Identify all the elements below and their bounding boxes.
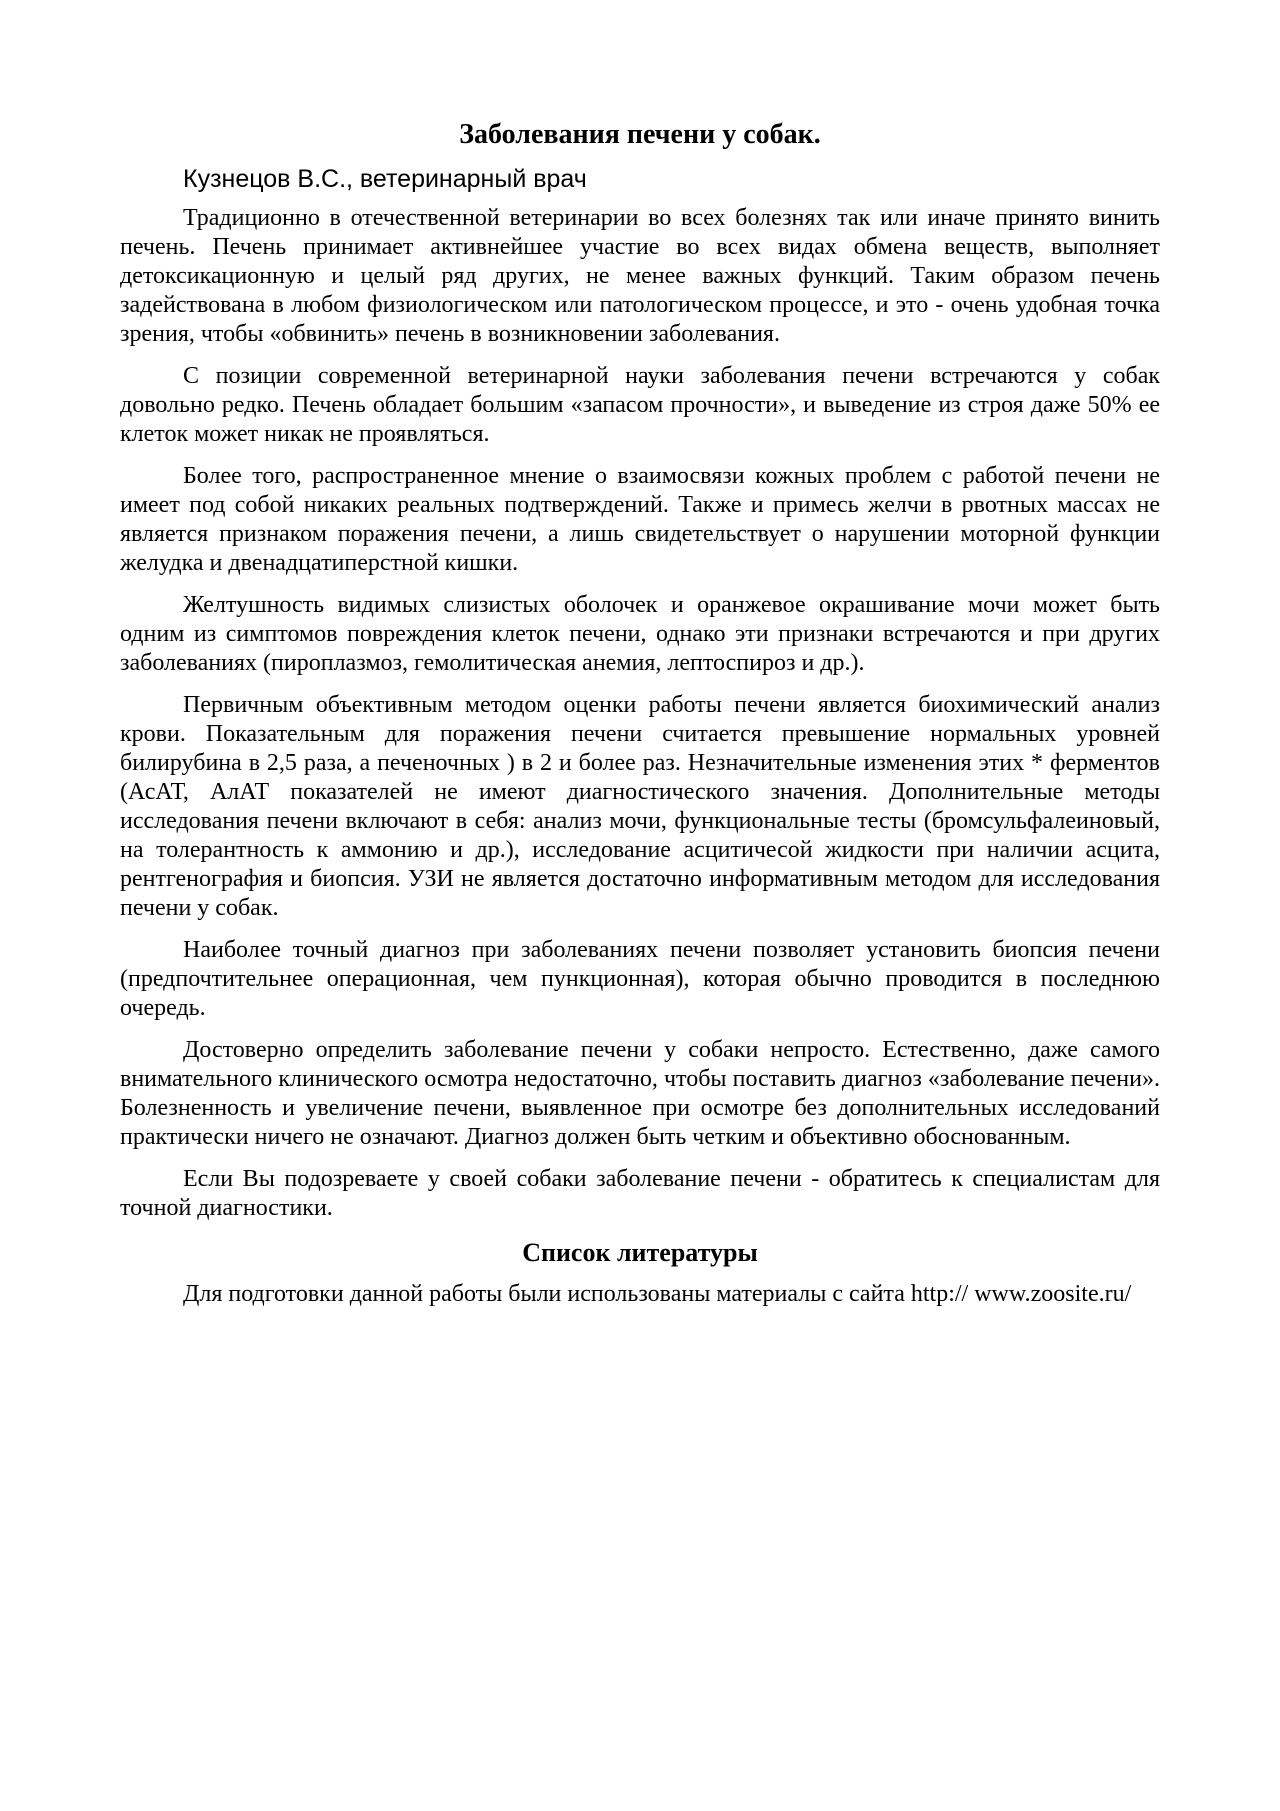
paragraph-jaundice: Желтушность видимых слизистых оболочек и оранжевое окрашивание мочи может быть одним из симптомов повреждения клеток печени, однако эти признаки встречаются и при других заболеваниях (пироплазмоз, гемолитическая анемия, лептоспироз и др.). <box>120 592 1160 676</box>
paragraph-blood-analysis: Первичным объективным методом оценки работы печени является биохимический анализ крови. Показательным для поражения печени считается превышение нормальных уровней билирубина в 2,5 раза, а печеночных ) в 2 и более раз. Незначительные изменения этих * ферментов (АсАТ, АлАТ показателей не имеют диагностического значения. Дополнительные методы исследования печени включают в себя: анализ мочи, функциональные тесты (бромсульфалеиновый, на толерантность к аммонию и др.), исследование асцитичесой жидкости при наличии асцита, рентгенография и биопсия. УЗИ не является достаточно информативным методом для исследования печени у собак. <box>120 692 1160 921</box>
paragraph-advice: Если Вы подозреваете у своей собаки заболевание печени - обратитесь к специалистам для точной диагностики. <box>120 1166 1160 1221</box>
paragraph-biopsy: Наиболее точный диагноз при заболеваниях печени позволяет установить биопсия печени (предпочтительнее операционная, чем пункционная), которая обычно проводится в последнюю очередь. <box>120 937 1160 1021</box>
references-heading: Список литературы <box>522 1238 758 1267</box>
paragraph-modern-view: С позиции современной ветеринарной науки заболевания печени встречаются у собак довольно редко. Печень обладает большим «запасом прочности», и выведение из строя даже 50% ее клеток может никак не проявляться. <box>120 363 1160 447</box>
paragraph-skin-problems: Более того, распространенное мнение о взаимосвязи кожных проблем с работой печени не имеет под собой никаких реальных подтверждений. Также и примесь желчи в рвотных массах не является признаком поражения печени, а лишь свидетельствует о нарушении моторной функции желудка и двенадцатиперстной кишки. <box>120 463 1160 576</box>
paragraph-intro: Традиционно в отечественной ветеринарии во всех болезнях так или иначе принято винить печень. Печень принимает активнейшее участие во всех видах обмена веществ, выполняет детоксикационную и целый ряд других, не менее важных функций. Таким образом печень задействована в любом физиологическом или патологическом процессе, и это - очень удобная точка зрения, чтобы «обвинить» печень в возникновении заболевания. <box>120 205 1160 347</box>
references-text: Для подготовки данной работы были использованы материалы с сайта http:// www.zoosite.ru/ <box>183 1281 1132 1307</box>
author-line: Кузнецов В.С., ветеринарный врач <box>183 165 587 193</box>
document-page <box>120 118 1160 1322</box>
document-title: Заболевания печени у собак. <box>459 119 821 150</box>
paragraph-diagnosis: Достоверно определить заболевание печени у собаки непросто. Естественно, даже самого внимательного клинического осмотра недостаточно, чтобы поставить диагноз «заболевание печени». Болезненность и увеличение печени, выявленное при осмотре без дополнительных исследований практически ничего не означают. Диагноз должен быть четким и объективно обоснованным. <box>120 1037 1160 1150</box>
